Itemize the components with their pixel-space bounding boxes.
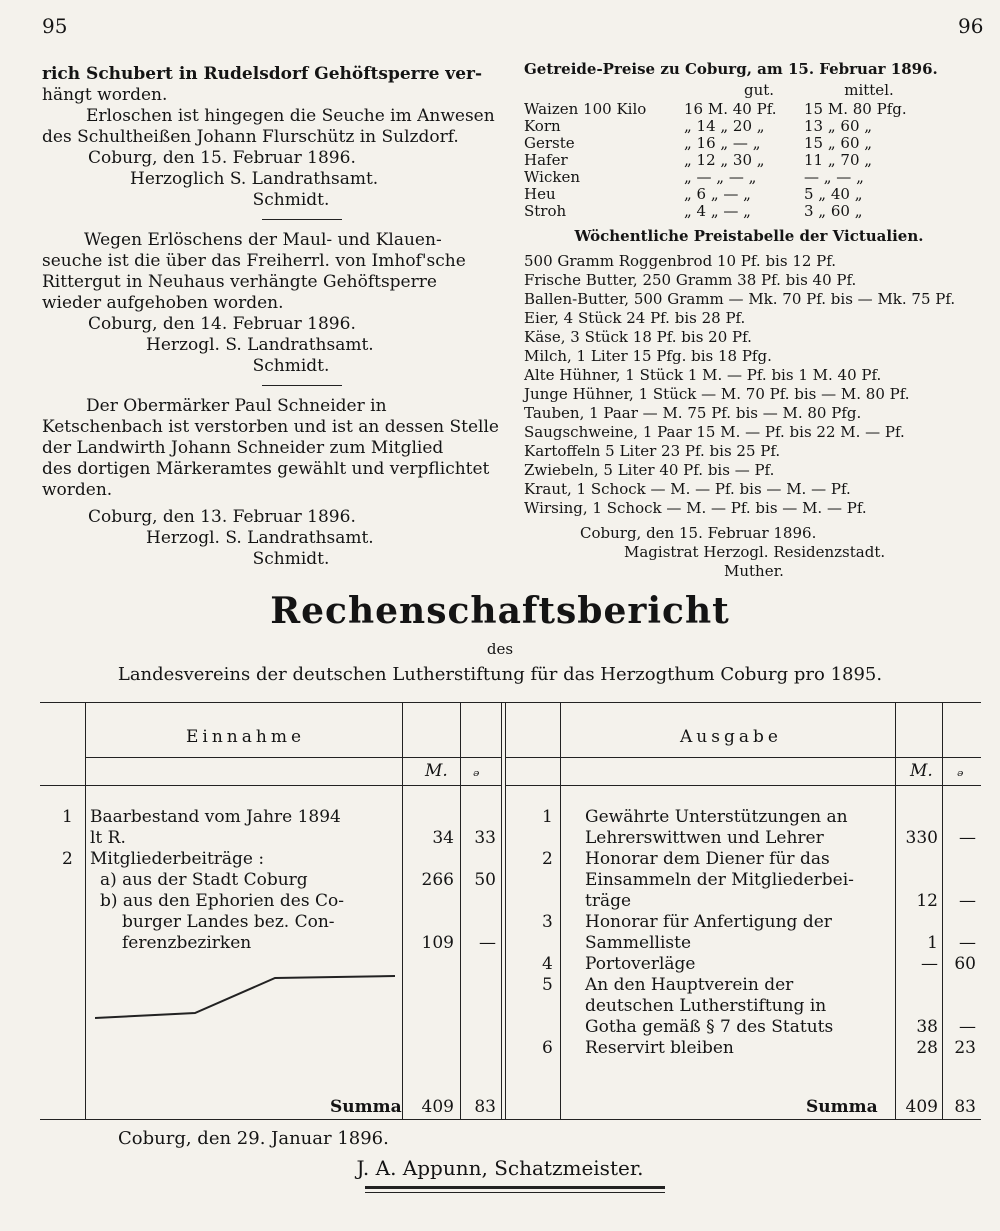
divider <box>895 703 896 1119</box>
notice-text: rich Schubert in Rudelsdorf Gehöftsperre ver- <box>42 64 483 84</box>
grain-gut: „ — „ — „ <box>684 168 757 186</box>
ausgabe-mark: — <box>921 954 938 974</box>
divider <box>505 757 981 758</box>
notice-date: Coburg, den 15. Februar 1896. <box>88 148 356 168</box>
ausgabe-mark: 12 <box>916 891 938 911</box>
victual-date: Coburg, den 15. Februar 1896. <box>580 524 817 542</box>
summa-mark: 409 <box>421 1097 454 1117</box>
divider <box>85 757 501 758</box>
divider <box>85 703 86 1119</box>
notice-text: wieder aufgehoben worden. <box>42 293 284 313</box>
notice-office: Herzogl. S. Landrathsamt. <box>146 528 374 548</box>
ausgabe-text: Honorar dem Diener für das <box>585 849 830 869</box>
grain-gut: 16 M. 40 Pf. <box>684 100 777 118</box>
grain-col-mittel: mittel. <box>844 81 894 99</box>
grain-prices-title: Getreide-Preise zu Coburg, am 15. Februar 1896. <box>524 60 938 78</box>
ausgabe-number: 4 <box>542 954 553 974</box>
notice-text: Ketschenbach ist verstorben und ist an dessen Stelle <box>42 417 499 437</box>
ausgabe-text: Lehrerswittwen und Lehrer <box>585 828 824 848</box>
notice-text: Rittergut in Neuhaus verhängte Gehöftsperre <box>42 272 437 292</box>
victual-price-row: 500 Gramm Roggenbrod 10 Pf. bis 12 Pf. <box>524 252 837 270</box>
report-subtitle: Landesvereins der deutschen Lutherstiftung für das Herzogthum Coburg pro 1895. <box>117 664 883 685</box>
summa-mark: 409 <box>905 1097 938 1117</box>
notice-office: Herzogl. S. Landrathsamt. <box>146 335 374 355</box>
ausgabe-pfennig: — <box>959 891 976 911</box>
divider <box>942 703 943 1119</box>
victual-price-row: Junge Hühner, 1 Stück — M. 70 Pf. bis — M. 80 Pf. <box>524 385 910 403</box>
notice-text: des dortigen Märkeramtes gewählt und verpflichtet <box>42 459 490 479</box>
grain-good: Gerste <box>524 134 575 152</box>
grain-price-row <box>524 134 974 151</box>
grain-gut: „ 14 „ 20 „ <box>684 117 765 135</box>
strike-line <box>95 968 395 1028</box>
report-des: des <box>486 640 514 658</box>
victual-signature: Muther. <box>724 562 784 580</box>
victual-price-row: Zwiebeln, 5 Liter 40 Pf. bis — Pf. <box>524 461 775 479</box>
grain-price-row <box>524 100 974 117</box>
page-number-left: 95 <box>42 14 68 38</box>
ausgabe-text: Einsammeln der Mitgliederbei- <box>585 870 854 890</box>
ledger-table <box>40 702 981 1120</box>
pfennig-column-label: ₔ <box>957 761 964 781</box>
grain-mittel: 5 „ 40 „ <box>804 185 863 203</box>
ausgabe-mark: 330 <box>905 828 938 848</box>
grain-mittel: 13 „ 60 „ <box>804 117 873 135</box>
ausgabe-text: Sammelliste <box>585 933 692 953</box>
grain-prices-table <box>524 100 974 219</box>
ausgabe-text: Honorar für Anfertigung der <box>585 912 832 932</box>
victual-price-row: Kartoffeln 5 Liter 23 Pf. bis 25 Pf. <box>524 442 781 460</box>
einnahme-pfennig: 50 <box>474 870 496 890</box>
einnahme-mark: 34 <box>432 828 454 848</box>
victual-price-row: Käse, 3 Stück 18 Pf. bis 20 Pf. <box>524 328 752 346</box>
grain-mittel: — „ — „ <box>804 168 864 186</box>
ausgabe-text: Portoverläge <box>585 954 696 974</box>
ausgabe-number: 5 <box>542 975 553 995</box>
notice-text: des Schultheißen Johann Flurschütz in Sulzdorf. <box>42 127 459 147</box>
einnahme-pfennig: — <box>479 933 496 953</box>
ausgabe-pfennig: 60 <box>954 954 976 974</box>
einnahme-text: ferenzbezirken <box>122 933 252 953</box>
notice-date: Coburg, den 13. Februar 1896. <box>88 507 356 527</box>
pfennig-column-label: ₔ <box>473 761 480 781</box>
notice-3 <box>42 396 500 570</box>
victual-price-row: Kraut, 1 Schock — M. — Pf. bis — M. — Pf. <box>524 480 851 498</box>
ausgabe-pfennig: — <box>959 828 976 848</box>
ausgabe-mark: 1 <box>927 933 938 953</box>
grain-good: Korn <box>524 117 561 135</box>
ausgabe-number: 6 <box>542 1038 553 1058</box>
notice-office: Herzoglich S. Landrathsamt. <box>130 169 379 189</box>
victual-price-row: Saugschweine, 1 Paar 15 M. — Pf. bis 22 M. — Pf. <box>524 423 905 441</box>
grain-good: Wicken <box>524 168 580 186</box>
ausgabe-text: träge <box>585 891 632 911</box>
ausgabe-text: Gewährte Unterstützungen an <box>585 807 848 827</box>
einnahme-text: a) aus der Stadt Coburg <box>100 870 308 890</box>
ausgabe-number: 1 <box>542 807 553 827</box>
victual-prices-list <box>524 252 974 518</box>
mark-column-label: M. <box>425 761 448 781</box>
report-date: Coburg, den 29. Januar 1896. <box>118 1128 389 1149</box>
ausgabe-text: An den Hauptverein der <box>585 975 794 995</box>
grain-mittel: 15 M. 80 Pfg. <box>804 100 907 118</box>
grain-gut: „ 16 „ — „ <box>684 134 761 152</box>
report-signature: J. A. Appunn, Schatzmeister. <box>356 1156 644 1180</box>
notice-signature: Schmidt. <box>252 190 330 210</box>
grain-gut: „ 4 „ — „ <box>684 202 751 220</box>
einnahme-text: b) aus den Ephorien des Co- <box>100 891 344 911</box>
victual-price-row: Milch, 1 Liter 15 Pfg. bis 18 Pfg. <box>524 347 772 365</box>
grain-prices-subheader <box>524 81 974 100</box>
victual-office: Magistrat Herzogl. Residenzstadt. <box>624 543 886 561</box>
notice-text: Erloschen ist hingegen die Seuche im Anwesen <box>86 106 495 126</box>
divider <box>262 385 342 386</box>
grain-price-row <box>524 185 974 202</box>
divider <box>501 703 502 1119</box>
notice-signature: Schmidt. <box>252 549 330 569</box>
grain-good: Hafer <box>524 151 568 169</box>
grain-price-row <box>524 168 974 185</box>
grain-good: Heu <box>524 185 556 203</box>
notice-1 <box>42 64 500 211</box>
einnahme-number: 2 <box>62 849 73 869</box>
victual-price-row: Eier, 4 Stück 24 Pf. bis 28 Pf. <box>524 309 746 327</box>
notice-text: Der Obermärker Paul Schneider in <box>86 396 387 416</box>
right-column <box>524 60 974 581</box>
grain-price-row <box>524 202 974 219</box>
grain-col-gut: gut. <box>743 81 775 99</box>
notice-text: worden. <box>42 480 113 500</box>
divider <box>505 785 981 786</box>
grain-gut: „ 6 „ — „ <box>684 185 751 203</box>
victual-price-row: Frische Butter, 250 Gramm 38 Pf. bis 40 Pf. <box>524 271 857 289</box>
notice-text: seuche ist die über das Freiherrl. von Imhof'sche <box>42 251 466 271</box>
grain-price-row <box>524 151 974 168</box>
notice-2 <box>42 230 500 377</box>
divider <box>402 703 403 1119</box>
notice-text: Wegen Erlöschens der Maul- und Klauen- <box>84 230 442 250</box>
einnahme-text: burger Landes bez. Con- <box>122 912 335 932</box>
page-number-right: 96 <box>958 14 984 38</box>
divider <box>560 703 561 1119</box>
grain-gut: „ 12 „ 30 „ <box>684 151 765 169</box>
divider <box>365 1186 665 1189</box>
report-title: Rechenschaftsbericht <box>270 590 730 632</box>
victual-price-row: Tauben, 1 Paar — M. 75 Pf. bis — M. 80 Pfg. <box>524 404 862 422</box>
ausgabe-mark: 38 <box>916 1017 938 1037</box>
grain-good: Waizen 100 Kilo <box>524 100 647 118</box>
summa-label: Summa <box>806 1097 878 1117</box>
einnahme-number: 1 <box>62 807 73 827</box>
notice-date: Coburg, den 14. Februar 1896. <box>88 314 356 334</box>
notice-text: der Landwirth Johann Schneider zum Mitglied <box>42 438 444 458</box>
ausgabe-text: deutschen Lutherstiftung in <box>585 996 827 1016</box>
ausgabe-text: Gotha gemäß § 7 des Statuts <box>585 1017 834 1037</box>
ausgabe-pfennig: 23 <box>954 1038 976 1058</box>
einnahme-text: lt R. <box>90 828 126 848</box>
mark-column-label: M. <box>910 761 933 781</box>
einnahme-pfennig: 33 <box>474 828 496 848</box>
victual-price-row: Ballen-Butter, 500 Gramm — Mk. 70 Pf. bis — Mk. 75 Pf. <box>524 290 956 308</box>
victual-price-row: Wirsing, 1 Schock — M. — Pf. bis — M. — Pf. <box>524 499 867 517</box>
ausgabe-number: 3 <box>542 912 553 932</box>
victual-price-row: Alte Hühner, 1 Stück 1 M. — Pf. bis 1 M. 40 Pf. <box>524 366 882 384</box>
grain-mittel: 3 „ 60 „ <box>804 202 863 220</box>
victual-prices-title: Wöchentliche Preistabelle der Victualien. <box>574 227 924 245</box>
ausgabe-header: Ausgabe <box>680 727 782 747</box>
einnahme-text: Mitgliederbeiträge : <box>90 849 265 869</box>
einnahme-mark: 109 <box>421 933 454 953</box>
summa-pfennig: 83 <box>954 1097 976 1117</box>
left-column <box>42 64 500 570</box>
einnahme-header: Einnahme <box>186 727 306 747</box>
divider <box>262 219 342 220</box>
summa-pfennig: 83 <box>474 1097 496 1117</box>
grain-price-row <box>524 117 974 134</box>
ausgabe-number: 2 <box>542 849 553 869</box>
divider <box>365 1192 665 1193</box>
divider <box>505 703 506 1119</box>
summa-label: Summa <box>330 1097 402 1117</box>
divider <box>40 785 501 786</box>
ausgabe-mark: 28 <box>916 1038 938 1058</box>
notice-text: hängt worden. <box>42 85 168 105</box>
grain-good: Stroh <box>524 202 567 220</box>
ausgabe-pfennig: — <box>959 933 976 953</box>
einnahme-mark: 266 <box>421 870 454 890</box>
ausgabe-text: Reservirt bleiben <box>585 1038 734 1058</box>
divider <box>460 703 461 1119</box>
ausgabe-pfennig: — <box>959 1017 976 1037</box>
einnahme-text: Baarbestand vom Jahre 1894 <box>90 807 341 827</box>
grain-mittel: 11 „ 70 „ <box>804 151 873 169</box>
notice-signature: Schmidt. <box>252 356 330 376</box>
grain-mittel: 15 „ 60 „ <box>804 134 873 152</box>
